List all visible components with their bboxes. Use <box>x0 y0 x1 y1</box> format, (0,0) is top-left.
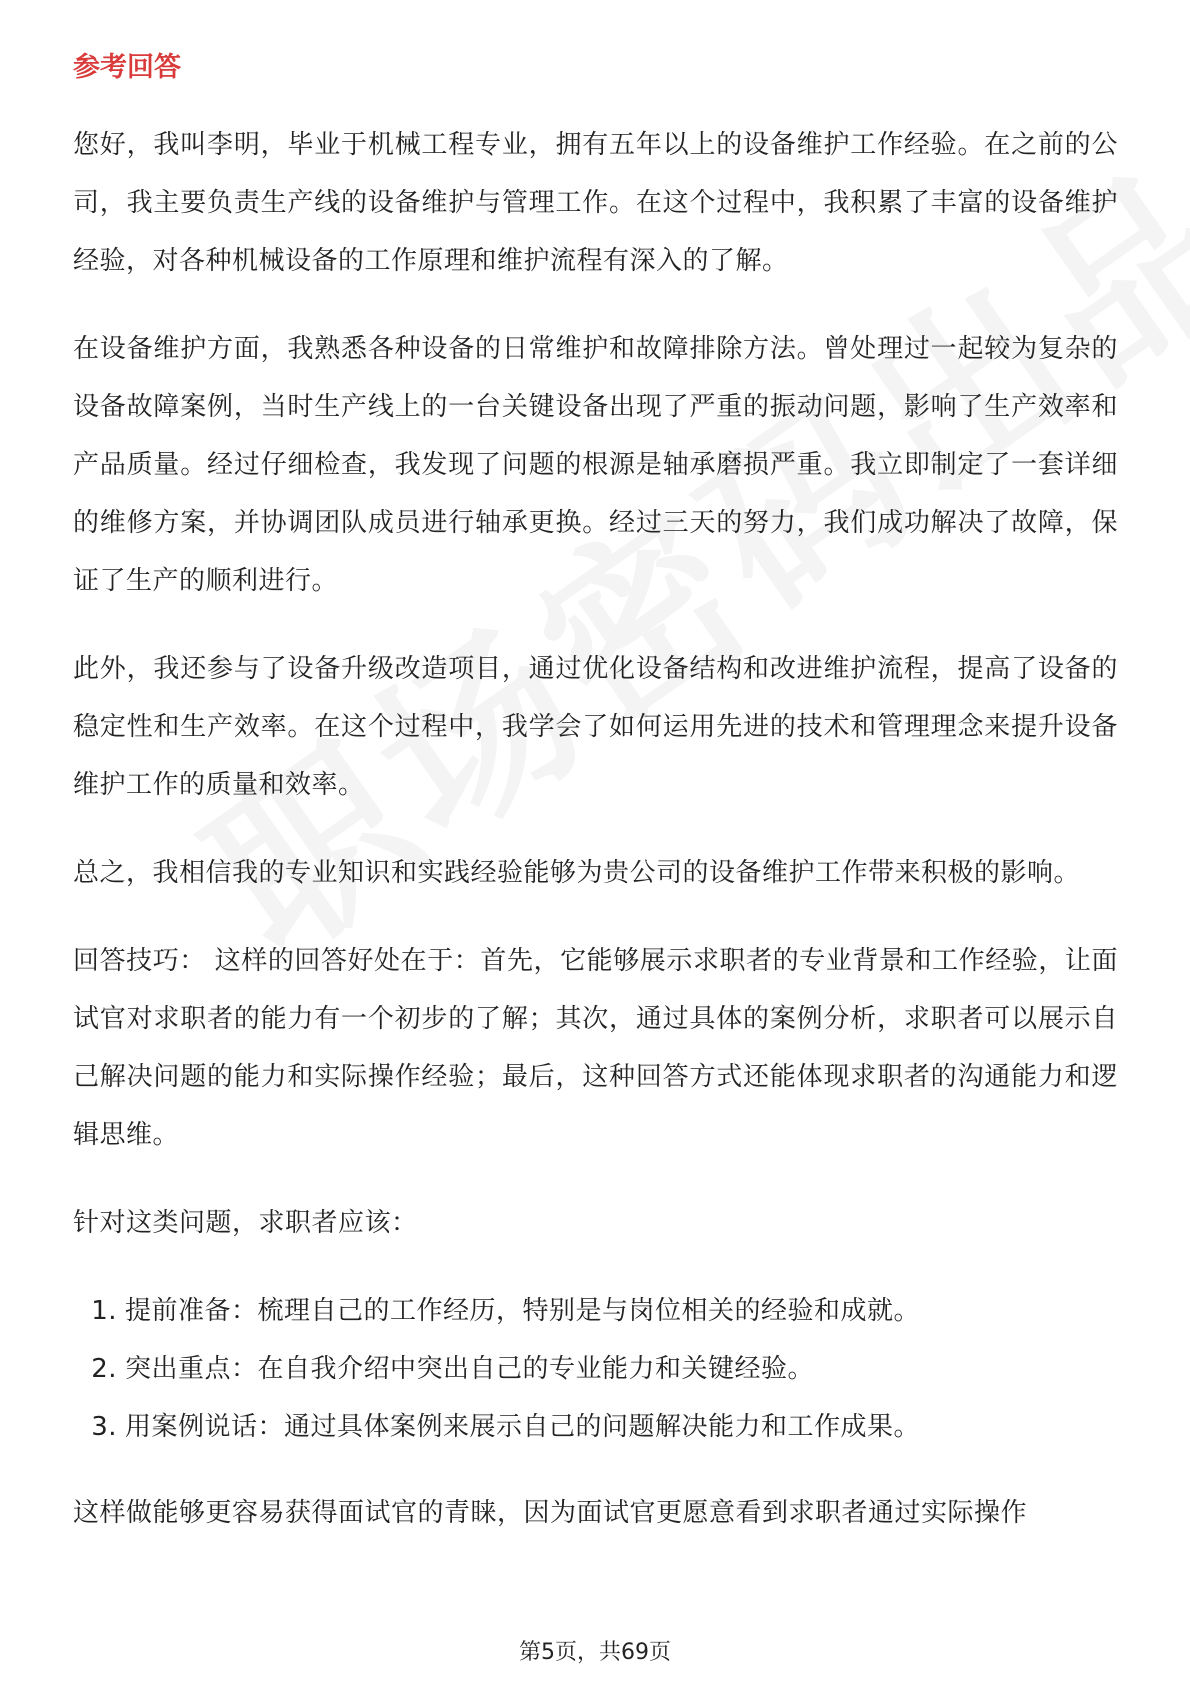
document-page <box>73 48 1118 1572</box>
paragraph-intro: 您好，我叫李明，毕业于机械工程专业，拥有五年以上的设备维护工作经验。在之前的公司，我主要负责生产线的设备维护与管理工作。在这个过程中，我积累了丰富的设备维护经验，对各种机械设备的工作原理和维护流程有深入的了解。 <box>73 130 1118 276</box>
page-footer: 第5页，共69页 <box>519 1640 671 1665</box>
list-text: 提前准备：梳理自己的工作经历，特别是与岗位相关的经验和成就。 <box>125 1296 921 1326</box>
list-item <box>73 1398 1118 1456</box>
tips-list <box>73 1282 1118 1456</box>
list-item <box>73 1282 1118 1340</box>
paragraph-summary: 总之，我相信我的专业知识和实践经验能够为贵公司的设备维护工作带来积极的影响。 <box>73 858 1081 888</box>
paragraph-upgrade: 此外，我还参与了设备升级改造项目，通过优化设备结构和改进维护流程，提高了设备的稳定性和生产效率。在这个过程中，我学会了如何运用先进的技术和管理理念来提升设备维护工作的质量和效率。 <box>73 654 1118 800</box>
list-text: 突出重点：在自我介绍中突出自己的专业能力和关键经验。 <box>125 1354 815 1384</box>
tips-intro: 针对这类问题，求职者应该： <box>73 1208 418 1238</box>
paragraph-case: 在设备维护方面，我熟悉各种设备的日常维护和故障排除方法。曾处理过一起较为复杂的设备故障案例，当时生产线上的一台关键设备出现了严重的振动问题，影响了生产效率和产品质量。经过仔细检查，我发现了问题的根源是轴承磨损严重。我立即制定了一套详细的维修方案，并协调团队成员进行轴承更换。经过三天的努力，我们成功解决了故障，保证了生产的顺利进行。 <box>73 334 1118 596</box>
paragraph-closing: 这样做能够更容易获得面试官的青睐，因为面试官更愿意看到求职者通过实际操作 <box>73 1498 1028 1528</box>
section-title: 参考回答 <box>73 52 181 83</box>
list-item <box>73 1340 1118 1398</box>
list-number: 3. <box>91 1412 117 1442</box>
paragraph-tips: 回答技巧： 这样的回答好处在于：首先，它能够展示求职者的专业背景和工作经验，让面试官对求职者的能力有一个初步的了解；其次，通过具体的案例分析，求职者可以展示自己解决问题的能力和实际操作经验；最后，这种回答方式还能体现求职者的沟通能力和逻辑思维。 <box>73 946 1118 1150</box>
list-text: 用案例说话：通过具体案例来展示自己的问题解决能力和工作成果。 <box>125 1412 921 1442</box>
list-number: 1. <box>91 1296 117 1326</box>
list-number: 2. <box>91 1354 117 1384</box>
